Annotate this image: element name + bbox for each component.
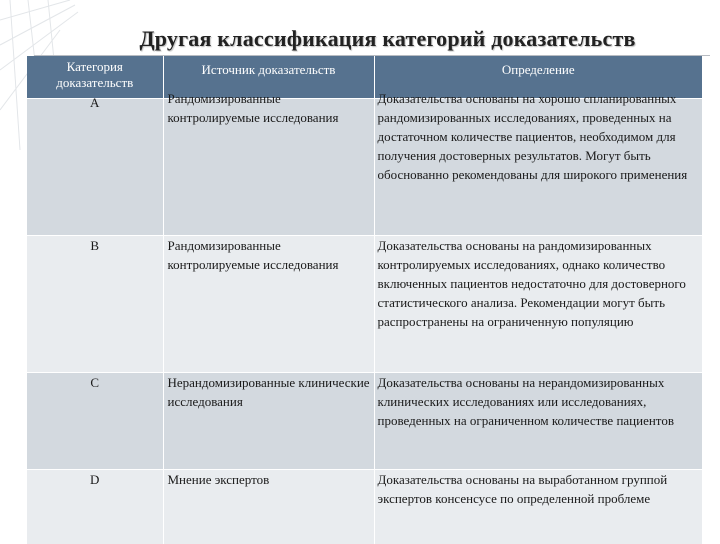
row-definition: Доказательства основаны на выработанном группой экспертов консенсусе по определенной проблеме	[378, 470, 703, 508]
header-category: Категория доказательств	[27, 56, 163, 99]
header-source: Источник доказательств	[163, 56, 374, 99]
table-row	[27, 99, 702, 236]
row-definition: Доказательства основаны на хорошо спланированных рандомизированных исследованиях, проведенных на достаточном количестве пациентов, необходимом для получения достоверных результатов. Могут быть обоснованно рекомендованы для широкого применения	[378, 89, 703, 184]
row-category: C	[27, 373, 163, 392]
header-definition: Определение	[374, 56, 702, 99]
row-source: Рандомизированные контролируемые исследования	[168, 89, 374, 127]
row-category: A	[27, 93, 163, 112]
slide-title: Другая классификация категорий доказательств	[0, 26, 720, 52]
table-row	[27, 373, 702, 470]
row-source: Рандомизированные контролируемые исследования	[168, 236, 374, 274]
row-category: B	[27, 236, 163, 255]
row-definition: Доказательства основаны на рандомизированных контролируемых исследованиях, однако количество включенных пациентов недостаточно для достоверного статистического анализа. Рекомендации могут быть распространены на ограниченную популяцию	[378, 236, 703, 331]
evidence-table	[27, 56, 702, 544]
row-source: Мнение экспертов	[168, 470, 374, 489]
row-category: D	[27, 470, 163, 489]
table-row	[27, 470, 702, 544]
table-row	[27, 236, 702, 373]
row-source: Нерандомизированные клинические исследования	[168, 373, 374, 411]
row-definition: Доказательства основаны на нерандомизированных клинических исследованиях или исследованиях, проведенных на ограниченном количестве пациентов	[378, 373, 703, 430]
